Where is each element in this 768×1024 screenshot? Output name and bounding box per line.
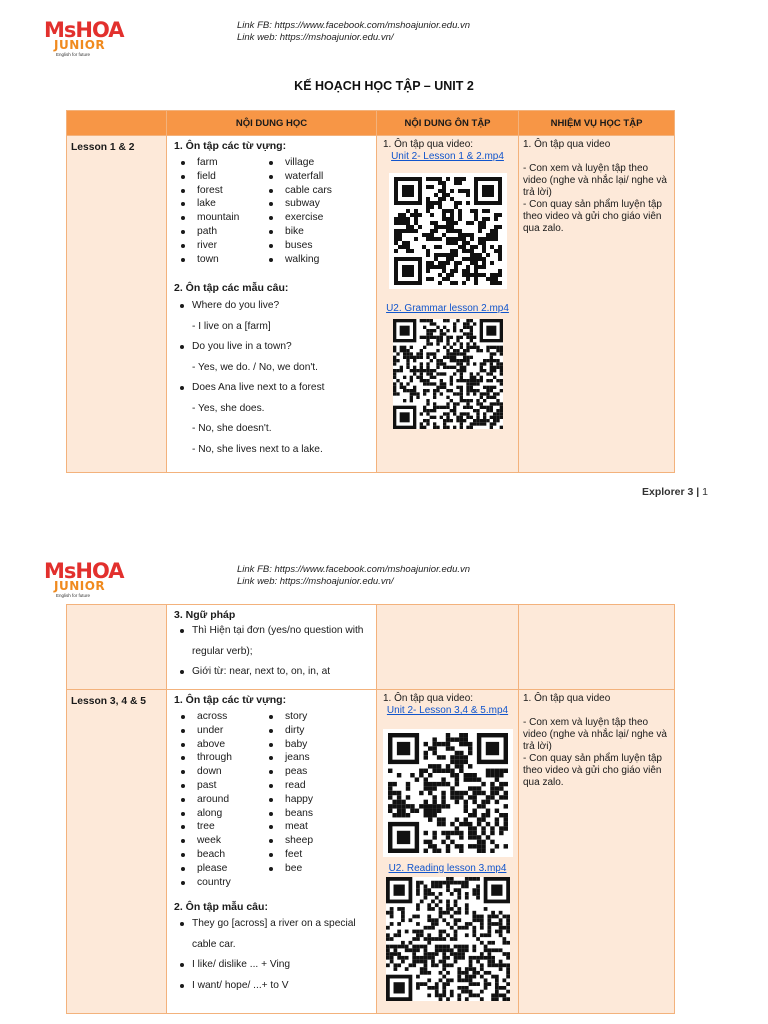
list-item: happy: [266, 793, 350, 807]
content-cell: [167, 136, 377, 473]
task-line: 1. Ôn tập qua video: [523, 139, 611, 150]
patterns-heading: 2. Ôn tập mẫu câu:: [174, 901, 268, 914]
grammar-list: [178, 621, 370, 683]
list-item: walking: [266, 253, 350, 267]
list-item: country: [178, 876, 262, 890]
list-item: across: [178, 710, 262, 724]
vocab-col: [266, 710, 350, 889]
list-item: river: [178, 239, 262, 253]
qr-frame: [389, 173, 507, 289]
review-label: 1. Ôn tập qua video:: [383, 139, 474, 150]
logo: [44, 18, 124, 62]
patterns-list: [178, 914, 370, 996]
list-item: Giới từ: near, next to, on, in, at: [178, 662, 370, 683]
list-item: read: [266, 779, 350, 793]
logo-sub: JUNIOR: [54, 579, 106, 593]
vocab-col: [178, 710, 262, 889]
list-item: bee: [266, 862, 350, 876]
content-cell: [167, 690, 377, 1014]
video-link[interactable]: U2. Reading lesson 3.mp4: [388, 863, 507, 874]
table-row: [67, 690, 675, 1014]
list-item: tree: [178, 820, 262, 834]
link-fb[interactable]: Link FB: https://www.facebook.com/mshoajunior.edu.vn: [237, 20, 471, 31]
task-gap: [523, 151, 670, 163]
list-item: Thì Hiện tại đơn (yes/no question with regular verb);: [178, 621, 370, 662]
header-review: NỘI DUNG ÔN TẬP: [377, 111, 519, 136]
list-item: subway: [266, 197, 350, 211]
link-web[interactable]: Link web: https://mshoajunior.edu.vn/: [237, 32, 394, 43]
task-line: - Con xem và luyện tập theo video (nghe và nhắc lại/ nghe và trả lời): [523, 163, 667, 198]
tasks-cell: [519, 136, 675, 473]
task-line: - Con xem và luyện tập theo video (nghe và nhắc lại/ nghe và trả lời): [523, 717, 667, 752]
list-item: sheep: [266, 834, 350, 848]
list-item: dirty: [266, 724, 350, 738]
list-item: path: [178, 225, 262, 239]
list-item: feet: [266, 848, 350, 862]
list-item: village: [266, 156, 350, 170]
pattern-item: They go [across] a river on a special cable car.: [178, 914, 370, 955]
logo-tagline: English for future: [56, 52, 91, 57]
list-item: beach: [178, 848, 262, 862]
vocab-col: [266, 156, 350, 266]
vocab-list: [174, 156, 370, 266]
review-cell: [377, 690, 519, 1014]
list-item: jeans: [266, 751, 350, 765]
header-tasks: NHIỆM VỤ HỌC TẬP: [519, 111, 675, 136]
list-item: through: [178, 751, 262, 765]
pattern-answer: - No, she lives next to a lake.: [192, 443, 323, 455]
list-item: past: [178, 779, 262, 793]
list-item: beans: [266, 807, 350, 821]
list-item: peas: [266, 765, 350, 779]
pattern-item: I like/ dislike ... + Ving: [178, 955, 370, 976]
lesson-cell: [67, 605, 167, 690]
list-item: please: [178, 862, 262, 876]
pattern-question: Where do you live?: [178, 296, 370, 317]
logo-tagline: English for future: [56, 593, 91, 598]
patterns-list: [178, 296, 370, 460]
list-item: buses: [266, 239, 350, 253]
list-item: lake: [178, 197, 262, 211]
patterns-heading: 2. Ôn tập các mẫu câu:: [174, 282, 289, 295]
qr-code-icon: [394, 177, 502, 285]
list-item: story: [266, 710, 350, 724]
page-title: KẾ HOẠCH HỌC TẬP – UNIT 2: [294, 79, 474, 93]
qr-code-icon: [388, 733, 508, 853]
list-item: along: [178, 807, 262, 821]
page-footer: [642, 486, 708, 498]
link-web[interactable]: Link web: https://mshoajunior.edu.vn/: [237, 576, 394, 587]
list-item: above: [178, 738, 262, 752]
footer-separator: |: [696, 486, 700, 498]
list-item: forest: [178, 184, 262, 198]
list-item: field: [178, 170, 262, 184]
lesson-cell: Lesson 3, 4 & 5: [67, 690, 167, 1014]
header-content: NỘI DUNG HỌC: [167, 111, 377, 136]
pattern-answer: - Yes, she does.: [192, 402, 265, 414]
list-item: meat: [266, 820, 350, 834]
list-item: exercise: [266, 211, 350, 225]
pattern-question: Does Ana live next to a forest: [178, 378, 370, 399]
table-row: [67, 136, 675, 473]
task-line: - Con quay sản phẩm luyện tập theo video và gửi cho giáo viên qua zalo.: [523, 753, 662, 788]
plan-table-page1: [66, 110, 675, 473]
list-item: waterfall: [266, 170, 350, 184]
grammar-cell: [167, 605, 377, 690]
list-item: town: [178, 253, 262, 267]
tasks-cell: [519, 690, 675, 1014]
list-item: bike: [266, 225, 350, 239]
logo-text: MsHOA: [44, 559, 124, 583]
footer-page: 1: [702, 486, 708, 498]
list-item: under: [178, 724, 262, 738]
link-fb[interactable]: Link FB: https://www.facebook.com/mshoajunior.edu.vn: [237, 564, 471, 575]
review-label: 1. Ôn tập qua video:: [383, 693, 474, 704]
list-item: cable cars: [266, 184, 350, 198]
task-line: - Con quay sản phẩm luyện tập theo video và gửi cho giáo viên qua zalo.: [523, 199, 662, 234]
pattern-answer: - I live on a [farm]: [192, 320, 271, 332]
lesson-cell: Lesson 1 & 2: [67, 136, 167, 473]
table-header-row: [67, 111, 675, 136]
list-item: week: [178, 834, 262, 848]
video-link[interactable]: Unit 2- Lesson 1 & 2.mp4: [391, 151, 504, 162]
video-link[interactable]: Unit 2- Lesson 3,4 & 5.mp4: [386, 705, 509, 716]
vocab-heading: 1. Ôn tập các từ vựng:: [174, 694, 287, 706]
pattern-question: Do you live in a town?: [178, 337, 370, 358]
review-cell: [377, 136, 519, 473]
review-cell: [377, 605, 519, 690]
pattern-item: I want/ hope/ ...+ to V: [178, 976, 370, 997]
vocab-col: [178, 156, 262, 266]
grammar-heading: 3. Ngữ pháp: [174, 609, 236, 621]
video-link[interactable]: U2. Grammar lesson 2.mp4: [386, 303, 509, 314]
task-line: 1. Ôn tập qua video: [523, 693, 611, 704]
logo-text: MsHOA: [44, 18, 124, 42]
plan-table-page2: [66, 604, 675, 1014]
pattern-answer: - Yes, we do. / No, we don't.: [192, 361, 318, 373]
footer-book: Explorer 3: [642, 486, 694, 498]
list-item: down: [178, 765, 262, 779]
list-item: mountain: [178, 211, 262, 225]
tasks-cell: [519, 605, 675, 690]
pattern-answer: - No, she doesn't.: [192, 423, 272, 435]
list-item: around: [178, 793, 262, 807]
logo-sub: JUNIOR: [54, 38, 106, 52]
table-row: [67, 605, 675, 690]
header-links: [237, 20, 470, 44]
task-gap: [523, 705, 670, 717]
qr-frame: [383, 729, 513, 857]
list-item: farm: [178, 156, 262, 170]
vocab-list: [174, 710, 370, 889]
header-links: [237, 564, 470, 588]
qr-code-icon: [386, 877, 510, 1001]
header-empty: [67, 111, 167, 136]
list-item: baby: [266, 738, 350, 752]
qr-code-icon: [393, 319, 503, 429]
vocab-heading: 1. Ôn tập các từ vựng:: [174, 140, 287, 152]
logo: [44, 559, 124, 603]
